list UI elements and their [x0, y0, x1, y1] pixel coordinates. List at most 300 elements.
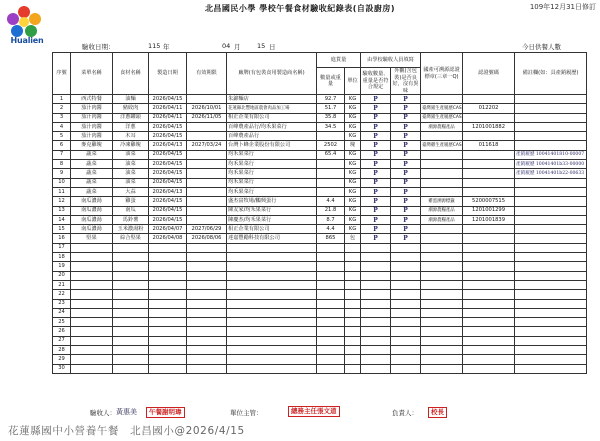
col-supplier: 廠牌(有包裝食用製造商名稱)	[227, 53, 317, 95]
cell-chk1	[361, 253, 391, 262]
cell-chk2	[391, 346, 421, 355]
table-row	[53, 104, 587, 113]
cell-remark	[515, 187, 587, 196]
cell-label	[421, 262, 463, 271]
cell-chk1	[361, 308, 391, 317]
cell-chk1	[361, 336, 391, 345]
cell-code	[463, 327, 515, 336]
cell-category: 茄汁肉醬	[71, 104, 113, 113]
cell-supplier	[227, 253, 317, 262]
cell-category: 麥克雞塊	[71, 141, 113, 150]
cell-remark	[515, 225, 587, 234]
cell-exp	[187, 187, 227, 196]
cell-remark	[515, 197, 587, 206]
cell-code	[463, 271, 515, 280]
date-month: 04	[222, 42, 231, 50]
date-day: 15	[257, 42, 266, 50]
cell-qty	[317, 346, 345, 355]
cell-qty: 35.8	[317, 113, 345, 122]
cell-chk2	[391, 243, 421, 252]
cell-mfg	[149, 253, 187, 262]
cell-seq: 14	[53, 215, 71, 224]
cell-seq: 12	[53, 197, 71, 206]
cell-exp	[187, 299, 227, 308]
cell-label	[421, 346, 463, 355]
cell-exp	[187, 215, 227, 224]
cell-mfg: 2026/04/11	[149, 104, 187, 113]
meal-count-label: 今日供餐人數	[522, 43, 561, 51]
cell-category: 南瓜濃湯	[71, 215, 113, 224]
supervisor-stamp: 總務主任張文道	[288, 406, 340, 417]
cell-seq: 30	[53, 364, 71, 373]
cell-exp	[187, 346, 227, 355]
cell-exp	[187, 243, 227, 252]
table-row	[53, 318, 587, 327]
cell-chk1	[361, 364, 391, 373]
col-inspect-group: 由學校驗收人員填寫	[361, 53, 421, 68]
cell-category: 蔬菜	[71, 160, 113, 169]
cell-remark	[515, 262, 587, 271]
cell-supplier: 百峰農產品行	[227, 132, 317, 141]
cell-chk1: P	[361, 113, 391, 122]
cell-mfg: 2026/04/13	[149, 141, 187, 150]
cell-qty	[317, 169, 345, 178]
cell-item	[113, 336, 149, 345]
cell-label: 潮源農糧產品	[421, 215, 463, 224]
cell-chk2	[391, 253, 421, 262]
cell-supplier: 花蓮縣北豐地區農會肉品加工場	[227, 104, 317, 113]
cell-exp	[187, 253, 227, 262]
cell-remark: 產銷履歷 10041401b33-00000	[515, 160, 587, 169]
col-check-qty: 驗收數量、重量是否符合規定	[361, 68, 391, 95]
cell-exp	[187, 336, 227, 345]
cell-unit: KG	[345, 225, 361, 234]
cell-chk1: P	[361, 187, 391, 196]
cell-item: 冷凍雞塊	[113, 141, 149, 150]
cell-qty	[317, 187, 345, 196]
watermark: 花蓮縣國中小營養午餐 北昌國小@2026/4/15	[8, 425, 245, 437]
cell-chk2	[391, 355, 421, 364]
cell-unit	[345, 253, 361, 262]
cell-remark	[515, 346, 587, 355]
cell-seq: 5	[53, 132, 71, 141]
cell-seq: 4	[53, 122, 71, 131]
cell-remark	[515, 122, 587, 131]
cell-category	[71, 355, 113, 364]
cell-seq: 22	[53, 290, 71, 299]
cell-exp	[187, 364, 227, 373]
cell-mfg: 2026/04/15	[149, 178, 187, 187]
cell-exp	[187, 206, 227, 215]
cell-unit	[345, 364, 361, 373]
cell-label	[421, 178, 463, 187]
cell-exp	[187, 197, 227, 206]
cell-category	[71, 327, 113, 336]
col-qty: 數量或重量	[317, 68, 345, 95]
cell-qty: 4.4	[317, 197, 345, 206]
cell-seq: 27	[53, 336, 71, 345]
cell-mfg: 2026/04/08	[149, 234, 187, 243]
cell-seq: 3	[53, 113, 71, 122]
cell-code	[463, 318, 515, 327]
cell-label	[421, 290, 463, 299]
cell-unit: 塊	[345, 141, 361, 150]
cell-label: 臺灣豬生產履歷CAS	[421, 113, 463, 122]
cell-label	[421, 327, 463, 336]
cell-mfg: 2026/04/15	[149, 197, 187, 206]
cell-chk1	[361, 280, 391, 289]
cell-code	[463, 336, 515, 345]
date-year: 115	[148, 42, 161, 50]
cell-qty: 21.8	[317, 206, 345, 215]
cell-chk2: P	[391, 104, 421, 113]
principal-label: 負責人：	[392, 409, 418, 417]
cell-unit: KG	[345, 104, 361, 113]
cell-unit	[345, 280, 361, 289]
cell-chk2: P	[391, 215, 421, 224]
principal-stamp: 校長	[428, 407, 447, 418]
cell-unit	[345, 327, 361, 336]
cell-seq: 7	[53, 150, 71, 159]
cell-supplier	[227, 355, 317, 364]
table-row	[53, 299, 587, 308]
col-expiry: 有效期限	[187, 53, 227, 95]
cell-chk1	[361, 318, 391, 327]
cell-supplier	[227, 364, 317, 373]
cell-label: 臺灣豬生產履歷CAS	[421, 104, 463, 113]
cell-category: 蔬菜	[71, 169, 113, 178]
cell-chk1: P	[361, 178, 391, 187]
cell-chk1: P	[361, 150, 391, 159]
cell-seq: 15	[53, 225, 71, 234]
inspector-stamp: 午餐謝明瑋	[146, 407, 185, 418]
table-row	[53, 346, 587, 355]
cell-qty	[317, 318, 345, 327]
cell-unit: KG	[345, 150, 361, 159]
cell-chk1	[361, 299, 391, 308]
table-row	[53, 178, 587, 187]
cell-supplier	[227, 318, 317, 327]
cell-label	[421, 299, 463, 308]
cell-category: 茄汁肉醬	[71, 113, 113, 122]
cell-unit: KG	[345, 95, 361, 104]
table-row	[53, 225, 587, 234]
cell-chk2: P	[391, 122, 421, 131]
cell-item: 南瓜	[113, 206, 149, 215]
cell-category: 蔬菜	[71, 187, 113, 196]
cell-unit	[345, 262, 361, 271]
cell-qty	[317, 132, 345, 141]
cell-qty	[317, 308, 345, 317]
cell-supplier	[227, 308, 317, 317]
cell-remark	[515, 141, 587, 150]
cell-label	[421, 234, 463, 243]
cell-supplier	[227, 290, 317, 299]
cell-label	[421, 243, 463, 252]
cell-qty	[317, 280, 345, 289]
cell-code	[463, 95, 515, 104]
supervisor-label: 單位主管：	[230, 409, 263, 417]
cell-remark	[515, 253, 587, 262]
cell-label: 潮源農糧產品	[421, 122, 463, 131]
cell-exp	[187, 262, 227, 271]
cell-supplier: 陳友家/均禾果菜行	[227, 206, 317, 215]
cell-unit: KG	[345, 215, 361, 224]
cell-seq: 17	[53, 243, 71, 252]
cell-supplier: 台灣卜蜂企業股份有限公司	[227, 141, 317, 150]
cell-supplier	[227, 327, 317, 336]
cell-code	[463, 290, 515, 299]
cell-qty	[317, 271, 345, 280]
cell-chk1	[361, 271, 391, 280]
cell-chk2: P	[391, 187, 421, 196]
table-row	[53, 197, 587, 206]
cell-chk1	[361, 327, 391, 336]
cell-label	[421, 318, 463, 327]
cell-supplier: 相正企業有限公司	[227, 113, 317, 122]
table-row	[53, 160, 587, 169]
table-row	[53, 113, 587, 122]
cell-category	[71, 290, 113, 299]
cell-remark	[515, 95, 587, 104]
cell-seq: 10	[53, 178, 71, 187]
col-label-group: 國產可溯源認證標章(三章一Q)	[421, 53, 463, 95]
cell-item: 油麵	[113, 95, 149, 104]
cell-chk2	[391, 364, 421, 373]
cell-exp	[187, 169, 227, 178]
cell-label: 雞蛋溯源標籤	[421, 197, 463, 206]
cell-supplier	[227, 271, 317, 280]
cell-item	[113, 243, 149, 252]
cell-chk2	[391, 280, 421, 289]
cell-remark	[515, 178, 587, 187]
cell-label	[421, 271, 463, 280]
cell-category: 南瓜濃湯	[71, 225, 113, 234]
cell-remark	[515, 364, 587, 373]
col-trace-code: 認證號碼	[463, 53, 515, 95]
cell-category: 西式特餐	[71, 95, 113, 104]
inspector-label: 驗收人：	[90, 409, 116, 417]
cell-chk1: P	[361, 206, 391, 215]
cell-chk2	[391, 262, 421, 271]
table-row	[53, 132, 587, 141]
cell-seq: 25	[53, 318, 71, 327]
cell-remark	[515, 336, 587, 345]
cell-chk2: P	[391, 234, 421, 243]
cell-chk2	[391, 271, 421, 280]
cell-mfg: 2026/04/15	[149, 150, 187, 159]
cell-item: 油菜	[113, 178, 149, 187]
cell-exp	[187, 160, 227, 169]
cell-seq: 28	[53, 346, 71, 355]
cell-code	[463, 346, 515, 355]
cell-category: 南瓜濃湯	[71, 197, 113, 206]
table-row	[53, 206, 587, 215]
cell-seq: 21	[53, 280, 71, 289]
cell-label: 臺灣雞生產履歷CAS	[421, 141, 463, 150]
cell-chk1: P	[361, 197, 391, 206]
cell-mfg: 2026/04/15	[149, 95, 187, 104]
cell-chk2: P	[391, 160, 421, 169]
cell-chk2: P	[391, 206, 421, 215]
cell-category	[71, 271, 113, 280]
cell-item	[113, 327, 149, 336]
cell-code	[463, 225, 515, 234]
cell-qty	[317, 290, 345, 299]
cell-chk2: P	[391, 169, 421, 178]
cell-category	[71, 299, 113, 308]
cell-supplier: 相正企業有限公司	[227, 225, 317, 234]
cell-chk2: P	[391, 225, 421, 234]
cell-remark	[515, 327, 587, 336]
cell-item	[113, 253, 149, 262]
cell-seq: 18	[53, 253, 71, 262]
table-row	[53, 280, 587, 289]
cell-unit	[345, 243, 361, 252]
cell-qty	[317, 262, 345, 271]
cell-remark	[515, 215, 587, 224]
cell-exp	[187, 290, 227, 299]
cell-remark	[515, 206, 587, 215]
cell-mfg: 2026/04/15	[149, 122, 187, 131]
cell-qty	[317, 355, 345, 364]
cell-remark	[515, 234, 587, 243]
cell-seq: 29	[53, 355, 71, 364]
cell-item: 油菜	[113, 169, 149, 178]
cell-label	[421, 95, 463, 104]
cell-item: 油菜	[113, 150, 149, 159]
cell-exp	[187, 327, 227, 336]
cell-exp	[187, 318, 227, 327]
cell-category	[71, 308, 113, 317]
cell-qty	[317, 243, 345, 252]
cell-qty: 4.4	[317, 225, 345, 234]
table-row	[53, 253, 587, 262]
cell-exp	[187, 280, 227, 289]
cell-code	[463, 299, 515, 308]
cell-item: 木耳	[113, 132, 149, 141]
table-row	[53, 290, 587, 299]
cell-chk1: P	[361, 215, 391, 224]
table-row	[53, 262, 587, 271]
cell-unit: KG	[345, 132, 361, 141]
cell-code	[463, 253, 515, 262]
cell-chk1	[361, 346, 391, 355]
cell-code	[463, 262, 515, 271]
cell-chk2: P	[391, 132, 421, 141]
cell-seq: 1	[53, 95, 71, 104]
col-incoming-group: 進貨量	[317, 53, 361, 68]
cell-seq: 20	[53, 271, 71, 280]
cell-label	[421, 280, 463, 289]
cell-exp: 2026/08/06	[187, 234, 227, 243]
cell-code	[463, 234, 515, 243]
cell-category: 南瓜濃湯	[71, 206, 113, 215]
cell-item	[113, 262, 149, 271]
cell-code	[463, 169, 515, 178]
cell-qty: 92.7	[317, 95, 345, 104]
cell-mfg	[149, 280, 187, 289]
cell-unit	[345, 299, 361, 308]
cell-mfg: 2026/04/15	[149, 215, 187, 224]
cell-category	[71, 346, 113, 355]
cell-qty	[317, 160, 345, 169]
cell-category: 茄汁肉醬	[71, 122, 113, 131]
cell-code	[463, 280, 515, 289]
table-body	[53, 95, 587, 374]
cell-chk1: P	[361, 141, 391, 150]
cell-chk2	[391, 318, 421, 327]
cell-item	[113, 271, 149, 280]
table-row	[53, 150, 587, 159]
cell-category: 堅果	[71, 234, 113, 243]
cell-remark	[515, 290, 587, 299]
cell-unit: KG	[345, 178, 361, 187]
cell-chk2	[391, 290, 421, 299]
table-row	[53, 243, 587, 252]
table-row	[53, 234, 587, 243]
cell-qty: 8.7	[317, 215, 345, 224]
cell-exp	[187, 132, 227, 141]
table-row	[53, 187, 587, 196]
page-title: 北昌國民小學 學校午餐食材驗收紀錄表(自設廚房)	[204, 4, 396, 13]
cell-unit: KG	[345, 197, 361, 206]
cell-mfg: 2026/04/15	[149, 132, 187, 141]
cell-unit: 包	[345, 234, 361, 243]
cell-item	[113, 346, 149, 355]
cell-chk1	[361, 355, 391, 364]
table-row	[53, 364, 587, 373]
cell-label	[421, 169, 463, 178]
cell-code: 012202	[463, 104, 515, 113]
cell-exp	[187, 122, 227, 131]
cell-item	[113, 318, 149, 327]
cell-item: 雞蛋	[113, 197, 149, 206]
cell-unit	[345, 271, 361, 280]
table-row	[53, 308, 587, 317]
cell-remark	[515, 355, 587, 364]
table-row	[53, 327, 587, 336]
cell-mfg: 2026/04/15	[149, 169, 187, 178]
cell-supplier	[227, 346, 317, 355]
cell-chk2: P	[391, 197, 421, 206]
cell-chk1: P	[361, 122, 391, 131]
cell-code	[463, 308, 515, 317]
cell-chk2	[391, 336, 421, 345]
table-row	[53, 355, 587, 364]
cell-unit: KG	[345, 187, 361, 196]
cell-category	[71, 364, 113, 373]
cell-mfg	[149, 290, 187, 299]
cell-exp	[187, 308, 227, 317]
cell-seq: 8	[53, 160, 71, 169]
cell-code	[463, 150, 515, 159]
cell-exp: 2026/10/01	[187, 104, 227, 113]
cell-unit: KG	[345, 206, 361, 215]
cell-mfg	[149, 364, 187, 373]
cell-code: 1201001882	[463, 122, 515, 131]
col-item: 食材名稱	[113, 53, 149, 95]
cell-chk2: P	[391, 150, 421, 159]
cell-mfg	[149, 346, 187, 355]
cell-chk2: P	[391, 95, 421, 104]
cell-exp	[187, 178, 227, 187]
cell-chk1	[361, 243, 391, 252]
cell-seq: 26	[53, 327, 71, 336]
date-year-suffix: 年	[163, 43, 170, 51]
cell-chk2: P	[391, 141, 421, 150]
cell-label	[421, 364, 463, 373]
